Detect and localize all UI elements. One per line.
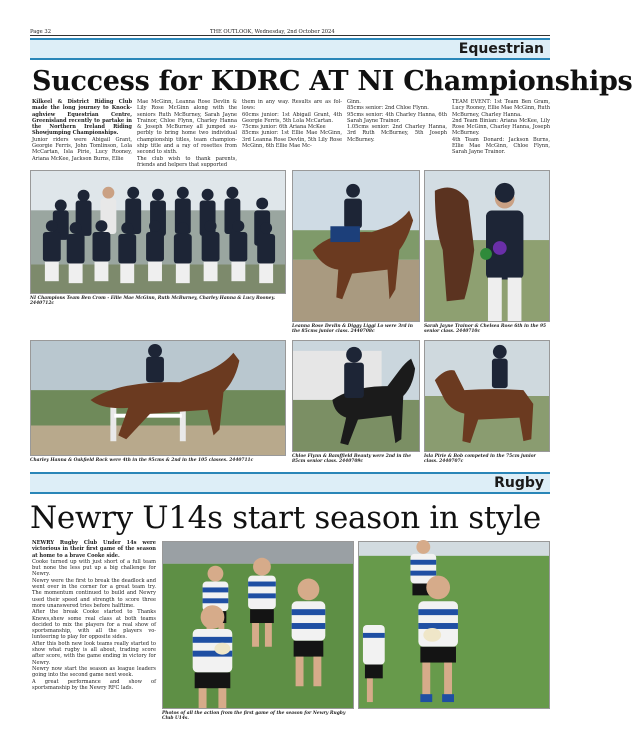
paragraph: Cooke turned up with just short of a full team but none the less put up a big challenge for Newry. [32, 558, 156, 578]
masthead: THE OUTLOOK, Wednesday, 2nd October 2024 [210, 29, 335, 35]
paragraph: 85cms junior: 1st Ellie Mae McGinn, 3rd Leanna Rose Devlin, 5th Lily Rose McGinn, 6th Ellie Mae Mc- [242, 130, 342, 150]
team-photo [30, 170, 286, 294]
paragraph: Ginn. [347, 99, 361, 105]
paragraph: 4th Team Donard: Jackson Burns, Ellie Mae McGinn, Chloe Flynn, Sarah Jayne Trainor. [452, 136, 550, 156]
rider-photo-sarah [424, 170, 550, 322]
section-label: Equestrian [458, 41, 544, 57]
paragraph: After this both new look teams really started to show what rugby is all about, trading score after score, with the game ending in victory for Newry. [32, 640, 156, 666]
rugby-photo-team [162, 541, 354, 709]
rider-photo-leanna [292, 170, 420, 322]
paragraph: 60cms junior: 1st Abigail Grant, 4th Georgie Ferris, 5th Lola McCartan. [242, 111, 342, 124]
photo-caption: Charley Hanna & Oakfield Rock were 4th in the 95cms & 2nd in the 105 classes. 2440711c [30, 458, 254, 463]
paragraph: Newry were the first to break the deadlock and went over in the corner for a great team try. The momentum continued to build and Newry used their speed and strength to score three more unanswered tries before halftime. [32, 577, 156, 609]
section-bar-equestrian [30, 38, 550, 60]
paragraph: 95cms senior: 4th Charley Hanna, 6th Sarah Jayne Trainor. [347, 111, 447, 124]
article-column-4 [347, 99, 447, 164]
rugby-photo-player [358, 541, 550, 709]
paragraph: The club wish to thank parents, friends and helpers that supported [137, 155, 237, 168]
article-column [32, 540, 156, 710]
article-column-3 [242, 99, 342, 164]
article-column-5 [452, 99, 550, 164]
paragraph: them in any way. Results are as follows: [242, 99, 342, 112]
paragraph: After the break Cooke started to Thanks Knews,shew some real class at both teams decided to mix the players for a real show of sportsmanship, with all the players volunteering to play for opposite sides. [32, 609, 156, 641]
rider-photo-charley [30, 340, 286, 456]
lead-paragraph: Kilkeel & District Riding Club made the long journey to Knockaghview Equestrian Centre, Greenisland recently to partake in the Northern Ireland Riding Showjumping Championships. [32, 99, 132, 137]
paragraph: Junior riders were Abigail Grant, Georgie Ferris, John Tomlinson, Lola McCartan, Isla Pirie, Lucy Rooney, Ariana McKee, Jackson Burns, Ellie [32, 136, 132, 162]
photo-caption: Chloe Flynn & Bamffield Beauty were 2nd in the 85cm senior class. 2440709c [292, 454, 412, 465]
article-column-1 [32, 99, 132, 164]
paragraph: Newry now start the season as league leaders going into the second game next week. [32, 665, 156, 679]
paragraph: A great performance and show of sportsmanship by the Newry RFC lads. [32, 678, 156, 691]
page-number: Page 32 [30, 29, 51, 35]
paragraph: 2nd Team Binian: Ariana McKee, Lily Rose McGinn, Charley Hanna, Joseph McBurney. [452, 117, 550, 137]
paragraph: 85cms senior: 2nd Chloe Flynn. [347, 105, 429, 112]
headline: Newry U14s start season in style [30, 500, 541, 536]
paragraph: TEAM EVENT: 1st Team Ben Gram, Lucy Rooney, Ellie Mae McGinn, Ruth McBurney, Charley Hanna. [452, 99, 550, 118]
header-rule [30, 35, 550, 36]
section-label: Rugby [494, 475, 544, 491]
photo-caption: NI Champions Team Ben Crom - Ellie Mae McGinn, Ruth McBurney, Charley Hanna & Lucy Rooney. 2440712c [30, 296, 276, 307]
rider-photo-isla [424, 340, 550, 452]
paragraph: Mae McGinn, Leanna Rose Devlin & Lily Rose McGinn along with the seniors Ruth McBurney, Sarah Jayne Trainor, Chloe Flynn, Charley Hanna & Joseph McBurney all jumped superbly to bring home two individual championship titles, team championship title and a ray of rosettes from second to sixth. [137, 99, 237, 156]
lead-paragraph: NEWRY Rugby Club Under 14s were victorious in their first game of the season at home to a brave Cooke side. [32, 540, 156, 559]
photo-caption: Leanna Rose Devlin & Diggy Liggi Lo were 3rd in the 85cms junior class. 2440708c [292, 324, 413, 335]
photo-caption: Sarah Jayne Trainor & Chelsea Rose 6th in the 95 senior class. 2440710c [424, 324, 547, 335]
headline: Success for KDRC AT NI Championships [32, 66, 632, 97]
article-column-2 [137, 99, 237, 168]
section-bar-rugby [30, 472, 550, 494]
paragraph: 75cms junior: 6th Ariana McKee [242, 124, 326, 131]
paragraph: 1.05cms senior: 2nd Charley Hanna, 3rd Ruth McBurney, 5th Joseph McBurney. [347, 124, 447, 143]
photo-caption: Photos of all the action from the first game of the season for Newry Rugby Club U14s. [162, 711, 346, 722]
photo-caption: Isla Pirie & Bob competed in the 75cm junior class. 2440707c [424, 454, 536, 465]
rider-photo-chloe [292, 340, 420, 452]
